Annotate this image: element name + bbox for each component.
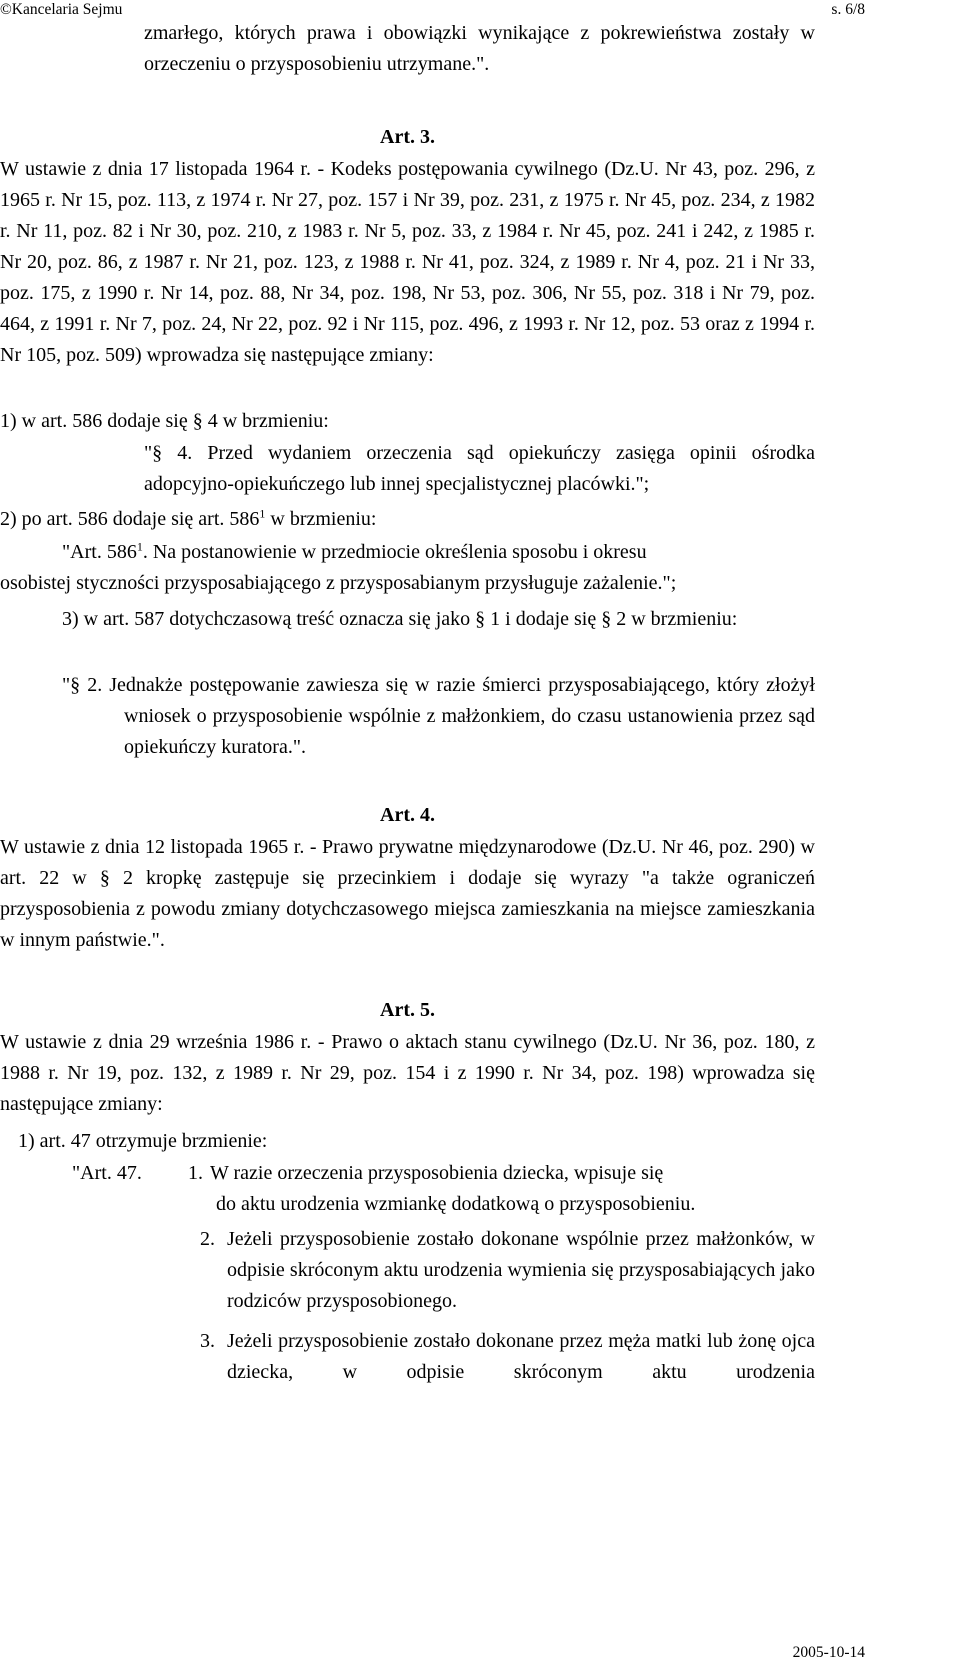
art3-point-3: 3) w art. 587 dotychczasową treść oznacza się jako § 1 i dodaje się § 2 w brzmieniu:: [62, 608, 738, 630]
footer-date: 2005-10-14: [792, 1644, 865, 1661]
art47-par-2-text: Jeżeli przysposobienie zostało dokonane wspólnie przez małżonków, w odpisie skróconym aktu urodzenia wymienia się przysposabiających jako rodziców przysposobionego.: [227, 1228, 815, 1312]
art3-point-3-quote: "§ 2. Jednakże postępowanie zawiesza się w razie śmierci przysposabiającego, który złożył wniosek o przysposobienie wspólnie z małżonkiem, do czasu ustanowienia przez sąd opiekuńczy kuratora.".: [62, 674, 815, 758]
art47-par-3-number: 3.: [200, 1330, 215, 1352]
art47-par-2-number: 2.: [200, 1228, 215, 1250]
art5-title: Art. 5.: [380, 999, 435, 1021]
art3-point-1: 1) w art. 586 dodaje się § 4 w brzmieniu:: [0, 410, 329, 432]
art47-par-1: [72, 1158, 815, 1224]
art47-par-1-number: 1.: [188, 1162, 203, 1184]
header-source: ©Kancelaria Sejmu: [0, 1, 123, 18]
art5-point-1: 1) art. 47 otrzymuje brzmienie:: [18, 1130, 268, 1152]
art47-par-2: [72, 1224, 815, 1326]
header-page-number: s. 6/8: [831, 1, 865, 18]
art47-par-1-line2: do aktu urodzenia wzmiankę dodatkową o przysposobieniu.: [216, 1193, 696, 1215]
art47-par-3: [72, 1326, 815, 1392]
art47-par-3-text: Jeżeli przysposobienie zostało dokonane przez męża matki lub żonę ojca dziecka, w odpisie skróconym aktu urodzenia: [227, 1330, 815, 1383]
art47-label: "Art. 47.: [72, 1162, 142, 1184]
art3-intro: W ustawie z dnia 17 listopada 1964 r. - Kodeks postępowania cywilnego (Dz.U. Nr 43, poz. 296, z 1965 r. Nr 15, poz. 113, z 1974 r. Nr 27, poz. 157 i Nr 39, poz. 231, z 1975 r. Nr 45, poz. 234, z 1982 r. Nr 11, poz. 82 i Nr 30, poz. 210, z 1983 r. Nr 5, poz. 33, z 1984 r. Nr 45, poz. 241 i 242, z 1985 r. Nr 20, poz. 86, z 1987 r. Nr 21, poz. 123, z 1988 r. Nr 41, poz. 324, z 1989 r. Nr 4, poz. 21 i Nr 33, poz. 175, z 1990 r. Nr 14, poz. 88, Nr 34, poz. 198, Nr 53, poz. 306, Nr 55, poz. 318 i Nr 79, poz. 464, z 1991 r. Nr 7, poz. 24, Nr 22, poz. 92 i Nr 115, poz. 496, z 1993 r. Nr 12, poz. 53 oraz z 1994 r. Nr 105, poz. 509) wprowadza się następujące zmiany:: [0, 158, 815, 366]
art4-title: Art. 4.: [380, 804, 435, 826]
art3-point-2-quote: "Art. $586^1$. Na postanowienie w przedmiocie określenia sposobu i okresu osobistej styczności przysposabiającego z przysposabianym przysługuje zażalenie.";: [0, 539, 677, 594]
art2-tail: zmarłego, których prawa i obowiązki wynikające z pokrewieństwa zostały w orzeczeniu o przysposobieniu utrzymane.".: [144, 22, 815, 75]
art3-title: Art. 3.: [380, 126, 435, 148]
art4-text: W ustawie z dnia 12 listopada 1965 r. - Prawo prywatne międzynarodowe (Dz.U. Nr 46, poz. 290) w art. 22 w § 2 kropkę zastępuje się przecinkiem i dodaje się wyrazy "a także ograniczeń przysposobienia z powodu zmiany dotychczasowego miejsca zamieszkania na miejsce zamieszkania w innym państwie.".: [0, 836, 815, 951]
art3-point-1-quote: "§ 4. Przed wydaniem orzeczenia sąd opiekuńczy zasięga opinii ośrodka adopcyjno-opiekuńczego lub innej specjalistycznej placówki.";: [144, 442, 815, 495]
art47-par-1-line1: W razie orzeczenia przysposobienia dziecka, wpisuje się: [210, 1162, 664, 1184]
art3-point-2: 2) po art. 586 dodaje się art. $586^1$ w brzmieniu:: [0, 506, 377, 530]
art5-intro: W ustawie z dnia 29 września 1986 r. - Prawo o aktach stanu cywilnego (Dz.U. Nr 36, poz. 180, z 1988 r. Nr 19, poz. 132, z 1989 r. Nr 29, poz. 154 i z 1990 r. Nr 34, poz. 198) wprowadza się następujące zmiany:: [0, 1031, 815, 1115]
art47-quote: [72, 1158, 815, 1392]
